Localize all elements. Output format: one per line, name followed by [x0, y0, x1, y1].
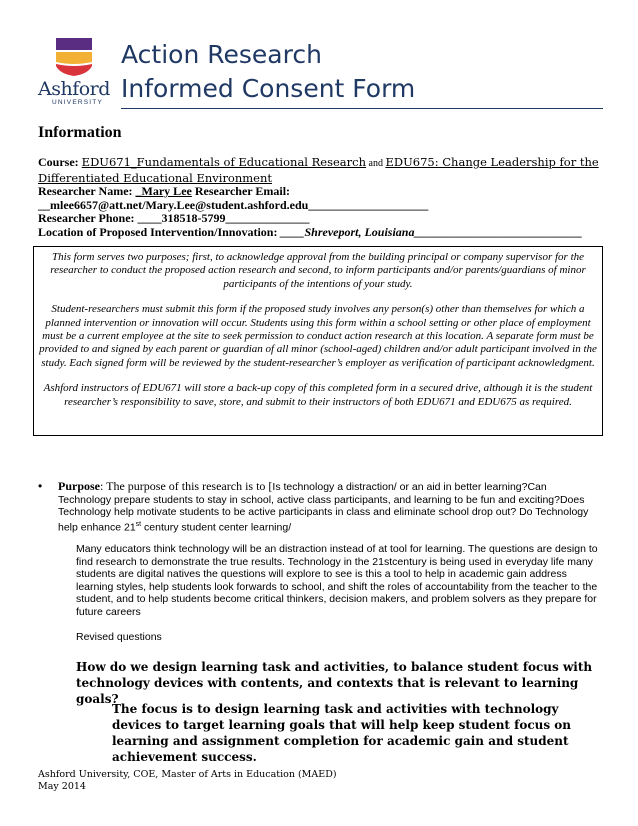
title-divider: [121, 108, 603, 109]
notice-paragraph-2: Student-researchers must submit this form if the proposed study involves any person(s) other than themselves for which a planned intervention or innovation will occur. Students using this form within a school setting or other place of employment must be a current employee at the site to seek permission to conduct action research at this location. A separate form must be provided to and signed by each parent or guardian of all minor (school-aged) children and/or adult participant involved in the study. Each signed form will be reviewed by the student-researcher’s employer as verification of participant acknowledgment.: [39, 303, 597, 369]
researcher-phone-value: ____318518-5799______________: [137, 211, 310, 225]
page-title: [121, 38, 415, 106]
body-paragraph: Many educators think technology will be an distraction instead of at tool for learning. The questions are design to find research to demonstrate the true results. Technology in the 21stcentury is being used in everyday life many students are digital natives the questions will explore to see is this a tool to help in academic gain address learning styles, help students look forwards to school, and shift the roles of accountability from the teacher to the student, and to help students become critical thinkers, decision makers, and problem solvers as they prepare for future careers: [76, 543, 598, 618]
title-line-1: Action Research: [121, 40, 322, 69]
course-line: [38, 155, 608, 185]
logo-wordmark: Ashford: [38, 78, 110, 100]
purpose-item: [38, 479, 598, 534]
course-and: and: [366, 158, 386, 169]
footer: [38, 769, 337, 793]
revised-questions-label: Revised questions: [76, 631, 162, 643]
notice-box: [33, 246, 603, 436]
logo-subtitle: UNIVERSITY: [52, 99, 104, 106]
researcher-phone-label: Researcher Phone:: [38, 211, 138, 225]
location-line: [38, 226, 608, 240]
purpose-lead: : The purpose of this research is to [: [100, 479, 273, 493]
info-block: [38, 155, 608, 239]
location-label: Location of Proposed Intervention/Innovation:: [38, 224, 281, 239]
researcher-email-value: __mlee6657@att.net/Mary.Lee@student.ashford.edu____________________: [38, 197, 429, 212]
footer-line-1: Ashford University, COE, Master of Arts in Education (MAED): [38, 769, 337, 780]
purpose-label: Purpose: [58, 479, 100, 493]
question-2: The focus is to design learning task and activities with technology devices to target learning goals that will help keep student focus on learning and assignment completion for academic gain and student achievement success.: [112, 702, 572, 764]
bullet-icon: •: [38, 479, 43, 493]
purpose-text-b: century student center learning/: [141, 521, 292, 534]
question-1: How do we design learning task and activities, to balance student focus with technology devices with contents, and contexts that is relevant to learning goals?: [76, 660, 593, 706]
footer-line-2: May 2014: [38, 781, 86, 792]
researcher-name-label: Researcher Name:: [38, 184, 136, 198]
course-label: Course:: [38, 155, 82, 169]
researcher-phone-line: [38, 212, 608, 226]
course-link-edu675[interactable]: EDU675: Change Leadership for the Differentiated Educational Environment: [38, 155, 599, 185]
researcher-email-label: Researcher Email:: [191, 184, 291, 198]
notice-paragraph-3: Ashford instructors of EDU671 will store a back-up copy of this completed form in a secured drive, although it is the student researcher’s responsibility to save, store, and submit to their instructors of both EDU671 and EDU675 as required.: [43, 382, 593, 408]
section-heading: Information: [38, 124, 122, 141]
location-value: ____Shreveport, Louisiana____________________________: [280, 224, 583, 239]
researcher-name-value: _Mary Lee: [135, 184, 192, 198]
notice-paragraph-1: This form serves two purposes; first, to acknowledge approval from the building principal or company supervisor for the researcher to conduct the proposed action research and second, to inform participants and/or parents/guardians of minor participants of the intentions of your study.: [50, 251, 586, 290]
course-link-edu671[interactable]: EDU671_Fundamentals of Educational Research: [81, 155, 367, 169]
title-line-2: Informed Consent Form: [121, 74, 416, 103]
purpose-sup: st: [135, 520, 142, 528]
researcher-name-line: [38, 185, 608, 199]
purpose-text-a: Is technology a distraction/ or an aid in better learning?Can Technology prepare students to stay in school, active class participants, and learning to be fun and exciting?Does Technology help motivate students to be active participants in class and eliminate school drop out? Do Technology help enhance 21: [58, 481, 589, 534]
